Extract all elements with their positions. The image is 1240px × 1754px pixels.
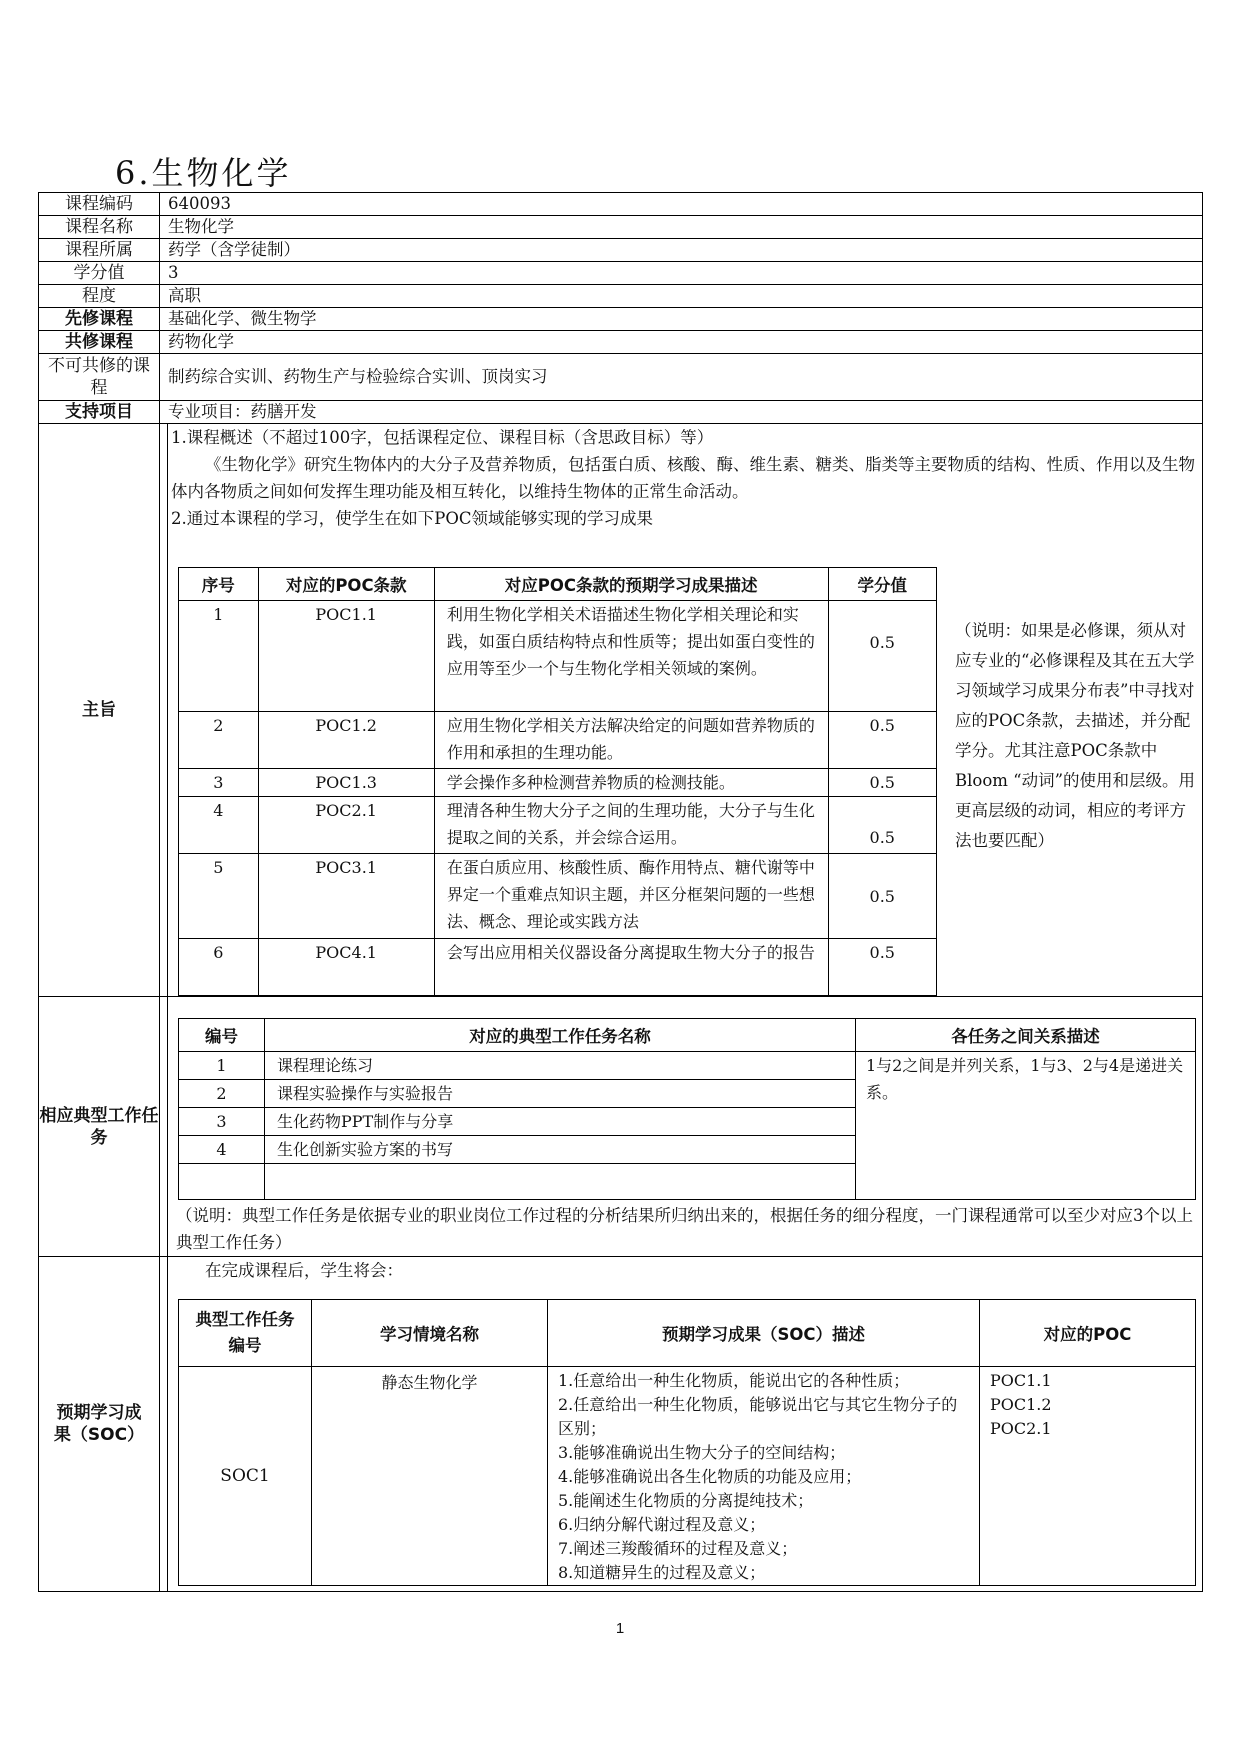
poc-credit: 0.5 [828, 939, 936, 996]
soc-item: 2.任意给出一种生化物质，能够说出它与其它生物分子的区别； [558, 1395, 958, 1438]
info-label: 不可共修的课程 [39, 354, 160, 401]
poc-no: 2 [179, 712, 259, 769]
poc-row [179, 601, 937, 712]
info-row [39, 331, 1203, 354]
soc-poc-list [980, 1367, 1196, 1586]
info-label: 课程名称 [39, 216, 160, 239]
poc-row [179, 712, 937, 769]
soc-context: 静态生物化学 [312, 1367, 548, 1586]
task-name: 生化药物PPT制作与分享 [265, 1108, 856, 1136]
soc-col-header: 对应的POC [980, 1300, 1196, 1367]
aim-overview: 《生物化学》研究生物体内的大分子及营养物质，包括蛋白质、核酸、酶、维生素、糖类、脂类等主要物质的结构、性质、作用以及生物体内各物质之间如何发挥生理功能及相互转化，以维持生物体的正常生命活动。 [171, 455, 1195, 501]
soc-poc: POC1.1 [990, 1371, 1052, 1390]
info-row [39, 193, 1203, 216]
poc-desc: 会写出应用相关仪器设备分离提取生物大分子的报告 [434, 939, 828, 996]
info-label: 课程所属 [39, 239, 160, 262]
info-label: 共修课程 [39, 331, 160, 354]
soc-item: 3.能够准确说出生物大分子的空间结构； [558, 1443, 846, 1462]
poc-credit: 0.5 [828, 712, 936, 769]
info-label: 程度 [39, 285, 160, 308]
info-row [39, 308, 1203, 331]
poc-code: POC1.3 [258, 769, 434, 797]
poc-desc: 在蛋白质应用、核酸性质、酶作用特点、糖代谢等中界定一个重难点知识主题，并区分框架问题的一些想法、概念、理论或实践方法 [434, 854, 828, 939]
poc-col-header: 序号 [179, 568, 259, 601]
task-table [178, 1018, 1196, 1200]
poc-code: POC2.1 [258, 797, 434, 854]
soc-intro: 在完成课程后，学生将会： [205, 1261, 403, 1280]
aim-section [39, 424, 1203, 997]
task-col-header: 编号 [179, 1019, 265, 1052]
poc-desc: 应用生物化学相关方法解决给定的问题如营养物质的作用和承担的生理功能。 [434, 712, 828, 769]
poc-credit: 0.5 [828, 769, 936, 797]
aim-content [168, 424, 1203, 997]
section-label: 预期学习成果（SOC） [39, 1257, 160, 1592]
soc-row [179, 1367, 1196, 1586]
poc-row [179, 797, 937, 854]
poc-table [178, 567, 937, 996]
info-value: 3 [160, 262, 1203, 285]
poc-code: POC1.1 [258, 601, 434, 712]
info-label: 学分值 [39, 262, 160, 285]
info-label: 课程编码 [39, 193, 160, 216]
soc-poc: POC2.1 [990, 1419, 1052, 1438]
info-label: 先修课程 [39, 308, 160, 331]
task-name: 课程理论练习 [265, 1052, 856, 1080]
soc-item: 1.任意给出一种生化物质，能说出它的各种性质； [558, 1371, 910, 1390]
poc-no: 4 [179, 797, 259, 854]
soc-col-header: 预期学习成果（SOC）描述 [548, 1300, 980, 1367]
page-title: 6.生物化学 [115, 154, 292, 192]
poc-no: 1 [179, 601, 259, 712]
task-row [179, 1052, 1196, 1080]
task-no: 1 [179, 1052, 265, 1080]
soc-desc-list [548, 1367, 980, 1586]
course-table [38, 192, 1203, 1592]
page-number: 1 [615, 1620, 625, 1637]
info-label: 支持项目 [39, 401, 160, 424]
poc-code: POC3.1 [258, 854, 434, 939]
soc-item: 5.能阐述生化物质的分离提纯技术； [558, 1491, 814, 1510]
task-no: 3 [179, 1108, 265, 1136]
info-value: 药物化学 [160, 331, 1203, 354]
soc-item: 8.知道糖异生的过程及意义； [558, 1563, 766, 1582]
poc-desc: 理清各种生物大分子之间的生理功能，大分子与生化提取之间的关系，并会综合运用。 [434, 797, 828, 854]
info-value: 制药综合实训、药物生产与检验综合实训、顶岗实习 [160, 354, 1203, 401]
poc-col-header: 学分值 [828, 568, 936, 601]
tasks-section [39, 997, 1203, 1257]
task-no: 4 [179, 1136, 265, 1164]
poc-no: 6 [179, 939, 259, 996]
soc-table [178, 1299, 1196, 1586]
task-name: 生化创新实验方案的书写 [265, 1136, 856, 1164]
aim-heading: 1.课程概述（不超过100字，包括课程定位、课程目标（含思政目标）等） [171, 428, 714, 447]
poc-desc: 学会操作多种检测营养物质的检测技能。 [434, 769, 828, 797]
info-row [39, 239, 1203, 262]
info-row [39, 262, 1203, 285]
poc-code: POC1.2 [258, 712, 434, 769]
soc-section [39, 1257, 1203, 1592]
task-name: 课程实验操作与实验报告 [265, 1080, 856, 1108]
soc-item: 6.归纳分解代谢过程及意义； [558, 1515, 766, 1534]
aim-subheading: 2.通过本课程的学习，使学生在如下POC领域能够实现的学习成果 [171, 509, 653, 528]
section-label: 主旨 [39, 424, 160, 997]
poc-no: 3 [179, 769, 259, 797]
section-label: 相应典型工作任务 [39, 997, 160, 1257]
soc-col-header: 典型工作任务编号 [179, 1300, 312, 1367]
info-value: 高职 [160, 285, 1203, 308]
poc-row [179, 854, 937, 939]
poc-credit: 0.5 [828, 797, 936, 854]
poc-code: POC4.1 [258, 939, 434, 996]
task-col-header: 各任务之间关系描述 [856, 1019, 1196, 1052]
info-value: 药学（含学徒制） [160, 239, 1203, 262]
info-row [39, 401, 1203, 424]
soc-item: 4.能够准确说出各生化物质的功能及应用； [558, 1467, 862, 1486]
poc-credit: 0.5 [828, 601, 936, 712]
poc-row [179, 939, 937, 996]
task-relation: 1与2之间是并列关系，1与3、2与4是递进关系。 [856, 1052, 1196, 1200]
task-no: 2 [179, 1080, 265, 1108]
soc-poc: POC1.2 [990, 1395, 1052, 1414]
tasks-note: （说明：典型工作任务是依据专业的职业岗位工作过程的分析结果所归纳出来的，根据任务的细分程度，一门课程通常可以至少对应3个以上典型工作任务） [176, 1206, 1193, 1252]
poc-credit: 0.5 [828, 854, 936, 939]
soc-col-header: 学习情境名称 [312, 1300, 548, 1367]
info-value: 基础化学、微生物学 [160, 308, 1203, 331]
soc-id: SOC1 [179, 1367, 312, 1586]
soc-item: 7.阐述三羧酸循环的过程及意义； [558, 1539, 798, 1558]
poc-col-header: 对应的POC条款 [258, 568, 434, 601]
aim-note: （说明：如果是必修课，须从对应专业的“必修课程及其在五大学习领域学习成果分布表”中寻找对应的POC条款，去描述，并分配学分。尤其注意POC条款中Bloom “动词”的使用和层级。用更高层级的动词，相应的考评方法也要匹配） [954, 621, 1196, 850]
info-row [39, 354, 1203, 401]
poc-desc: 利用生物化学相关术语描述生物化学相关理论和实践，如蛋白质结构特点和性质等；提出如蛋白变性的应用等至少一个与生物化学相关领域的案例。 [434, 601, 828, 712]
info-value: 专业项目：药膳开发 [160, 401, 1203, 424]
soc-content [168, 1257, 1203, 1592]
info-value: 生物化学 [160, 216, 1203, 239]
poc-row [179, 769, 937, 797]
info-row [39, 216, 1203, 239]
poc-no: 5 [179, 854, 259, 939]
info-value: 640093 [160, 193, 1203, 216]
info-row [39, 285, 1203, 308]
task-col-header: 对应的典型工作任务名称 [265, 1019, 856, 1052]
poc-col-header: 对应POC条款的预期学习成果描述 [434, 568, 828, 601]
tasks-content [168, 997, 1203, 1257]
